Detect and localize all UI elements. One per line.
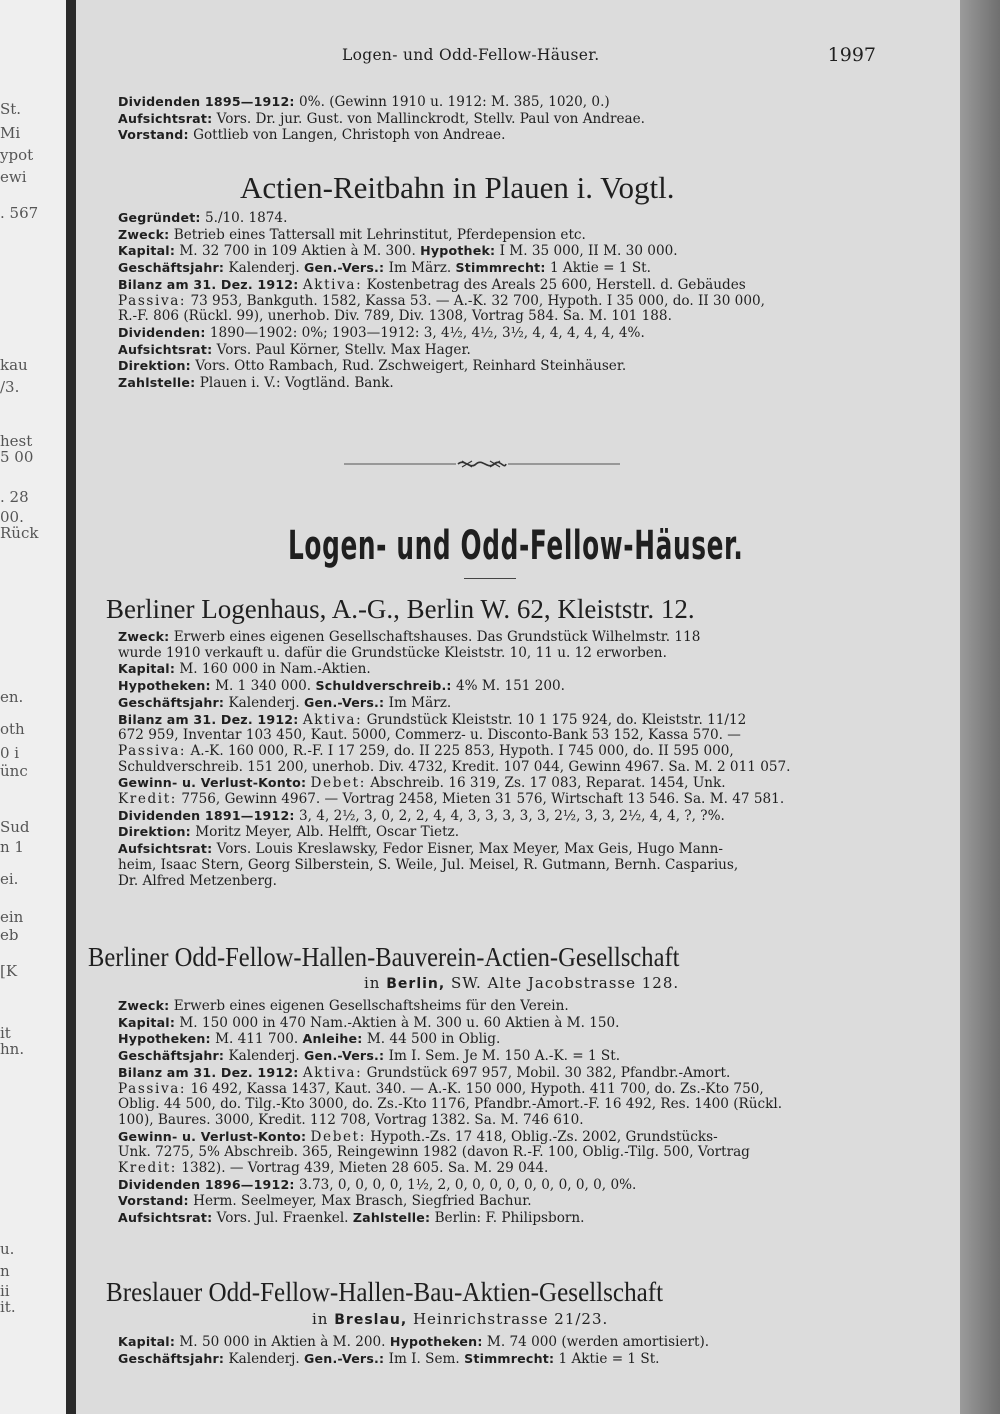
field-value: 73 953, Bankguth. 1582, Kassa 53. — [190, 293, 450, 309]
ledger-side-label: Passiva: [118, 743, 187, 759]
entry-body-reitbahn [118, 210, 898, 392]
field-label: Geschäftsjahr: [118, 694, 225, 710]
text-line [118, 111, 898, 128]
running-header [76, 46, 960, 70]
margin-fragment: ypot [0, 146, 34, 164]
field-label: Dividenden 1896—1912: [118, 1176, 295, 1192]
field-label: Aufsichtsrat: [118, 841, 213, 857]
field-label: Zahlstelle: [118, 375, 196, 391]
text-line [118, 629, 898, 646]
field-value: 7756, Gewinn 4967. — [181, 792, 339, 808]
field-label: Zweck: [118, 629, 170, 644]
field-value: wurde 1910 verkauft u. dafür die Grundstücke Kleiststr. 10, 11 u. 12 erworben. [118, 645, 667, 661]
field-value: M. 150 000 in 470 Nam.-Aktien à M. 300 u. 60 Aktien à M. 150. [179, 1014, 620, 1031]
field-value: Abschreib. 16 319, Zs. 17 083, Reparat. 1454, Unk. [370, 775, 726, 792]
field-label: Kapital: [118, 661, 176, 677]
margin-fragment: ein [0, 908, 24, 926]
field-value: Erwerb eines eigenen Gesellschaftsheims für den Verein. [173, 998, 569, 1014]
field-value: Moritz Meyer, Alb. Helfft, Oscar Tietz. [195, 824, 460, 841]
margin-fragment: 00. [0, 508, 24, 526]
field-label: Hypotheken: [389, 1334, 483, 1349]
field-value: Herm. Seelmeyer, Max Brasch, Siegfried Bachur. [193, 1193, 532, 1210]
field-value: M. 1 340 000. [215, 678, 312, 695]
field-value: Schuldverschreib. 151 200, unerhob. Div. 4732, Kredit. 107 044, Gewinn 4967. Sa. M. 2 011 057. [118, 759, 791, 775]
field-value: Kalenderj. [228, 1350, 300, 1367]
section-heading: Logen- und Odd-Fellow-Häuser. [288, 523, 744, 569]
field-value: Erwerb eines eigenen Gesellschaftshauses. Das Grundstück Wilhelmstr. 118 [173, 629, 701, 645]
subtitle-city: Breslau, [334, 1312, 408, 1328]
margin-fragment: it. [0, 1298, 16, 1316]
subtitle-prefix: in [312, 1310, 329, 1328]
ledger-side-label: Aktiva: [302, 276, 363, 293]
field-label: Dividenden 1895—1912: [118, 94, 295, 109]
ornament-divider-icon [344, 457, 620, 471]
field-value: Kalenderj. [228, 1048, 300, 1065]
field-label: Geschäftsjahr: [118, 260, 225, 276]
field-value: Dr. Alfred Metzenberg. [118, 873, 277, 889]
field-label: Bilanz am 31. Dez. 1912: [118, 1064, 299, 1080]
field-label: Zweck: [118, 226, 170, 242]
field-label: Kapital: [118, 1334, 176, 1349]
field-value: A.-K. 150 000, Hypoth. 411 700, do. Zs.-Kto 750, [428, 1081, 764, 1097]
field-value: Grundstück Kleiststr. 10 1 175 924, do. Kleiststr. 11/12 [366, 711, 747, 728]
field-value: 100), Baures. 3000, Kredit. 112 708, Vortrag 1382. Sa. M. 746 610. [118, 1112, 584, 1128]
text-line [118, 309, 898, 325]
field-value: A.-K. 160 000, R.-F. I 17 259, do. II 225 853, Hypoth. I 745 000, do. II 595 000, [190, 743, 734, 759]
subtitle-address: SW. Alte Jacobstrasse 128. [450, 974, 680, 992]
top-entry-continuation [118, 94, 898, 144]
margin-fragment: n 1 [0, 838, 24, 856]
ledger-side-label: Kredit: [118, 792, 177, 808]
field-value: M. 50 000 in Aktien à M. 200. [179, 1334, 386, 1350]
field-value: M. 44 500 in Oblig. [366, 1031, 501, 1048]
field-label: Dividenden 1891—1912: [118, 807, 295, 823]
ledger-side-label: Passiva: [118, 293, 187, 309]
margin-fragment: n [0, 1262, 10, 1280]
field-value: heim, Isaac Stern, Georg Silberstein, S. Weile, Jul. Meisel, R. Gutmann, Bernh. Casparius, [118, 857, 739, 873]
text-line [118, 1334, 898, 1351]
entry-subtitle-oddfellow-breslau [312, 1310, 608, 1328]
field-value: 16 492, Kassa 1437, Kaut. 340. — [190, 1081, 424, 1097]
text-line [118, 1193, 898, 1210]
field-value: Vors. Louis Kreslawsky, Fedor Eisner, Max Meyer, Max Geis, Hugo Mann- [216, 841, 723, 858]
field-value: Betrieb eines Tattersall mit Lehrinstitut, Pferdepension etc. [173, 226, 586, 243]
ledger-side-label: Debet: [310, 1128, 366, 1145]
margin-fragment: oth [0, 720, 25, 738]
text-line [118, 1145, 898, 1161]
subtitle-address: Heinrichstrasse 21/23. [412, 1310, 609, 1328]
field-label: Gewinn- u. Verlust-Konto: [118, 1128, 307, 1144]
text-line [118, 358, 898, 375]
field-value: Grundstück 697 957, Mobil. 30 382, Pfandbr.-Amort. [366, 1064, 731, 1081]
entry-subtitle-oddfellow-berlin [364, 974, 679, 992]
field-label: Stimmrecht: [464, 1350, 555, 1366]
text-line [118, 1097, 898, 1113]
field-label: Hypotheken: [118, 678, 211, 694]
text-line [118, 375, 898, 392]
field-label: Vorstand: [118, 1193, 189, 1209]
field-value: 4% M. 151 200. [456, 678, 565, 695]
adjacent-page-margin [0, 0, 72, 1414]
field-label: Aufsichtsrat: [118, 1210, 213, 1226]
text-line [118, 775, 898, 792]
text-line [118, 858, 898, 874]
field-label: Bilanz am 31. Dez. 1912: [118, 711, 299, 727]
text-line [118, 243, 898, 260]
margin-fragment: en. [0, 688, 24, 706]
field-value: Im I. Sem. Je M. 150 A.-K. = 1 St. [388, 1048, 621, 1065]
field-value: 1 Aktie = 1 St. [549, 260, 651, 277]
field-label: Zweck: [118, 998, 170, 1013]
page-number: 1997 [827, 44, 876, 66]
text-line [118, 1210, 898, 1227]
field-value: Gottlieb von Langen, Christoph von Andreae. [193, 127, 506, 144]
field-value: I M. 35 000, II M. 30 000. [499, 243, 678, 260]
text-line [118, 1065, 898, 1082]
margin-fragment: Rück [0, 524, 39, 542]
field-label: Anleihe: [302, 1031, 363, 1047]
field-value: Vors. Paul Körner, Stellv. Max Hager. [216, 341, 471, 358]
field-value: Vortrag 2458, Mieten 31 576, Wirtschaft 13 546. Sa. M. 47 581. [342, 792, 785, 808]
entry-body-oddfellow-breslau [118, 1334, 898, 1367]
entry-title-reitbahn: Actien-Reitbahn in Plauen i. Vogtl. [240, 170, 675, 205]
text-line [118, 210, 898, 227]
field-value: Vortrag 439, Mieten 28 605. Sa. M. 29 044. [247, 1161, 549, 1177]
field-value: Vors. Jul. Fraenkel. [216, 1210, 349, 1227]
field-value: 672 959, Inventar 103 450, Kaut. 5000, Commerz- u. Disconto-Bank 53 152, Kassa 570. — [118, 728, 741, 744]
margin-fragment: kau [0, 356, 28, 374]
field-value: Berlin: F. Philipsborn. [434, 1210, 585, 1227]
text-line [118, 808, 898, 825]
field-label: Stimmrecht: [455, 260, 546, 276]
text-line [118, 728, 898, 744]
margin-fragment: hest [0, 432, 33, 450]
margin-fragment: . 28 [0, 488, 29, 506]
field-value: Hypoth.-Zs. 17 418, Oblig.-Zs. 2002, Grundstücks- [370, 1128, 718, 1145]
field-value: Vors. Dr. jur. Gust. von Mallinckrodt, Stellv. Paul von Andreae. [216, 110, 645, 127]
margin-fragment: ünc [0, 762, 28, 780]
ledger-side-label: Debet: [310, 775, 366, 792]
text-line [118, 1129, 898, 1146]
field-value: 1382). — [181, 1161, 244, 1177]
text-line [118, 1082, 898, 1098]
ledger-side-label: Aktiva: [302, 711, 363, 728]
field-label: Geschäftsjahr: [118, 1048, 225, 1064]
text-line [118, 294, 898, 310]
ledger-side-label: Kredit: [118, 1161, 177, 1177]
field-label: Gewinn- u. Verlust-Konto: [118, 775, 307, 791]
field-label: Kapital: [118, 243, 176, 259]
field-value: Kostenbetrag des Areals 25 600, Herstell. d. Gebäudes [366, 276, 746, 293]
text-line [118, 712, 898, 729]
margin-fragment: ei. [0, 870, 19, 888]
field-value: Vors. Otto Rambach, Rud. Zschweigert, Reinhard Steinhäuser. [195, 358, 627, 375]
field-value: 1890—1902: 0%; 1903—1912: 3, 4½, 4½, 3½, 4, 4, 4, 4, 4, 4%. [209, 324, 645, 341]
field-label: Zahlstelle: [352, 1210, 431, 1226]
entry-title-logenhaus: Berliner Logenhaus, A.-G., Berlin W. 62, Kleiststr. 12. [106, 594, 695, 624]
entry-body-oddfellow-berlin [118, 998, 898, 1227]
field-value: Oblig. 44 500, do. Tilg.-Kto 3000, do. Zs.-Kto 1176, Pfandbr.-Amort.-F. 16 492, Res. 1400 (Rückl. [118, 1097, 783, 1113]
field-value: 3.73, 0, 0, 0, 0, 1½, 2, 0, 0, 0, 0, 0, 0, 0, 0, 0, 0%. [299, 1176, 637, 1193]
text-line [118, 792, 898, 808]
field-value: Im I. Sem. [388, 1350, 460, 1367]
text-line [118, 824, 898, 841]
margin-fragment: eb [0, 926, 19, 944]
text-line [118, 127, 898, 144]
margin-fragment: hn. [0, 1040, 25, 1058]
running-title: Logen- und Odd-Fellow-Häuser. [342, 46, 600, 64]
ledger-side-label: Passiva: [118, 1081, 187, 1097]
field-label: Gen.-Vers.: [304, 260, 385, 276]
field-label: Schuldverschreib.: [315, 678, 452, 694]
field-value: M. 32 700 in 109 Aktien à M. 300. [179, 243, 416, 260]
field-value: Kalenderj. [228, 260, 300, 277]
field-label: Gen.-Vers.: [304, 1350, 385, 1366]
field-label: Direktion: [118, 824, 191, 840]
margin-fragment: it [0, 1024, 11, 1042]
margin-fragment: St. [0, 100, 22, 118]
field-label: Hypotheken: [118, 1031, 211, 1047]
text-line [118, 744, 898, 760]
field-label: Aufsichtsrat: [118, 341, 213, 357]
margin-fragment: . 567 [0, 204, 39, 222]
subtitle-prefix: in [364, 974, 381, 992]
field-label: Gegründet: [118, 210, 201, 225]
text-line [118, 277, 898, 294]
text-line [118, 695, 898, 712]
field-label: Dividenden: [118, 324, 206, 340]
field-value: 1 Aktie = 1 St. [558, 1350, 660, 1367]
margin-fragment: /3. [0, 378, 20, 396]
text-line [118, 1351, 898, 1368]
text-line [118, 1113, 898, 1129]
book-gutter [66, 0, 76, 1414]
text-line [118, 1015, 898, 1032]
field-value: Unk. 7275, 5% Abschreib. 365, Reingewinn 1982 (davon R.-F. 100, Oblig.-Tilg. 500, Vortrag [118, 1145, 750, 1161]
margin-fragment: Mi [0, 124, 21, 142]
ledger-side-label: Aktiva: [302, 1064, 363, 1081]
page-edge-shadow [960, 0, 1000, 1414]
margin-fragment: 5 00 [0, 448, 34, 466]
text-line [118, 678, 898, 695]
text-line [118, 1048, 898, 1065]
text-line [118, 325, 898, 342]
margin-fragment: [K [0, 962, 18, 980]
margin-fragment: 0 i [0, 744, 20, 762]
text-line [118, 760, 898, 776]
text-line [118, 661, 898, 678]
section-rule [464, 578, 516, 579]
field-label: Kapital: [118, 1014, 176, 1030]
field-value: M. 74 000 (werden amortisiert). [486, 1334, 710, 1350]
field-label: Aufsichtsrat: [118, 110, 213, 126]
field-value: A.-K. 32 700, Hypoth. I 35 000, do. II 30 000, [453, 293, 765, 309]
field-value: 3, 4, 2½, 3, 0, 2, 2, 4, 4, 3, 3, 3, 3, 3, 2½, 3, 3, 2½, 4, 4, ?, ?%. [299, 807, 725, 824]
entry-body-logenhaus [118, 629, 898, 889]
field-label: Gen.-Vers.: [304, 1048, 385, 1064]
field-label: Direktion: [118, 358, 191, 374]
subtitle-city: Berlin, [386, 976, 446, 992]
field-value: Im März. [388, 694, 452, 711]
entry-title-oddfellow-breslau: Breslauer Odd-Fellow-Hallen-Bau-Aktien-Gesellschaft [106, 1277, 664, 1307]
field-value: M. 160 000 in Nam.-Aktien. [179, 661, 371, 678]
field-label: Hypothek: [420, 243, 496, 259]
field-label: Gen.-Vers.: [304, 694, 385, 710]
margin-fragment: Sud [0, 818, 30, 836]
field-label: Bilanz am 31. Dez. 1912: [118, 276, 299, 292]
field-value: Im März. [388, 260, 452, 277]
field-label: Vorstand: [118, 127, 189, 143]
margin-fragment: ii [0, 1282, 10, 1300]
text-line [118, 1031, 898, 1048]
text-line [118, 841, 898, 858]
field-value: 5./10. 1874. [204, 210, 288, 226]
entry-title-oddfellow-berlin: Berliner Odd-Fellow-Hallen-Bauverein-Actien-Gesellschaft [88, 942, 680, 972]
field-value: R.-F. 806 (Rückl. 99), unerhob. Div. 789, Div. 1308, Vortrag 584. Sa. M. 101 188. [118, 309, 672, 325]
text-line [118, 1177, 898, 1194]
field-value: 0%. (Gewinn 1910 u. 1912: M. 385, 1020, 0.) [299, 94, 610, 110]
text-line [118, 1161, 898, 1177]
margin-fragment: u. [0, 1240, 15, 1258]
text-line [118, 874, 898, 890]
text-line [118, 646, 898, 662]
field-value: Plauen i. V.: Vogtländ. Bank. [199, 375, 394, 392]
text-line [118, 998, 898, 1015]
text-line [118, 260, 898, 277]
text-line [118, 94, 898, 111]
document-page [76, 0, 960, 1414]
field-value: M. 411 700. [215, 1031, 299, 1048]
text-line [118, 227, 898, 244]
field-value: Kalenderj. [228, 694, 300, 711]
text-line [118, 342, 898, 359]
field-label: Geschäftsjahr: [118, 1350, 225, 1366]
margin-fragment: ewi [0, 168, 27, 186]
